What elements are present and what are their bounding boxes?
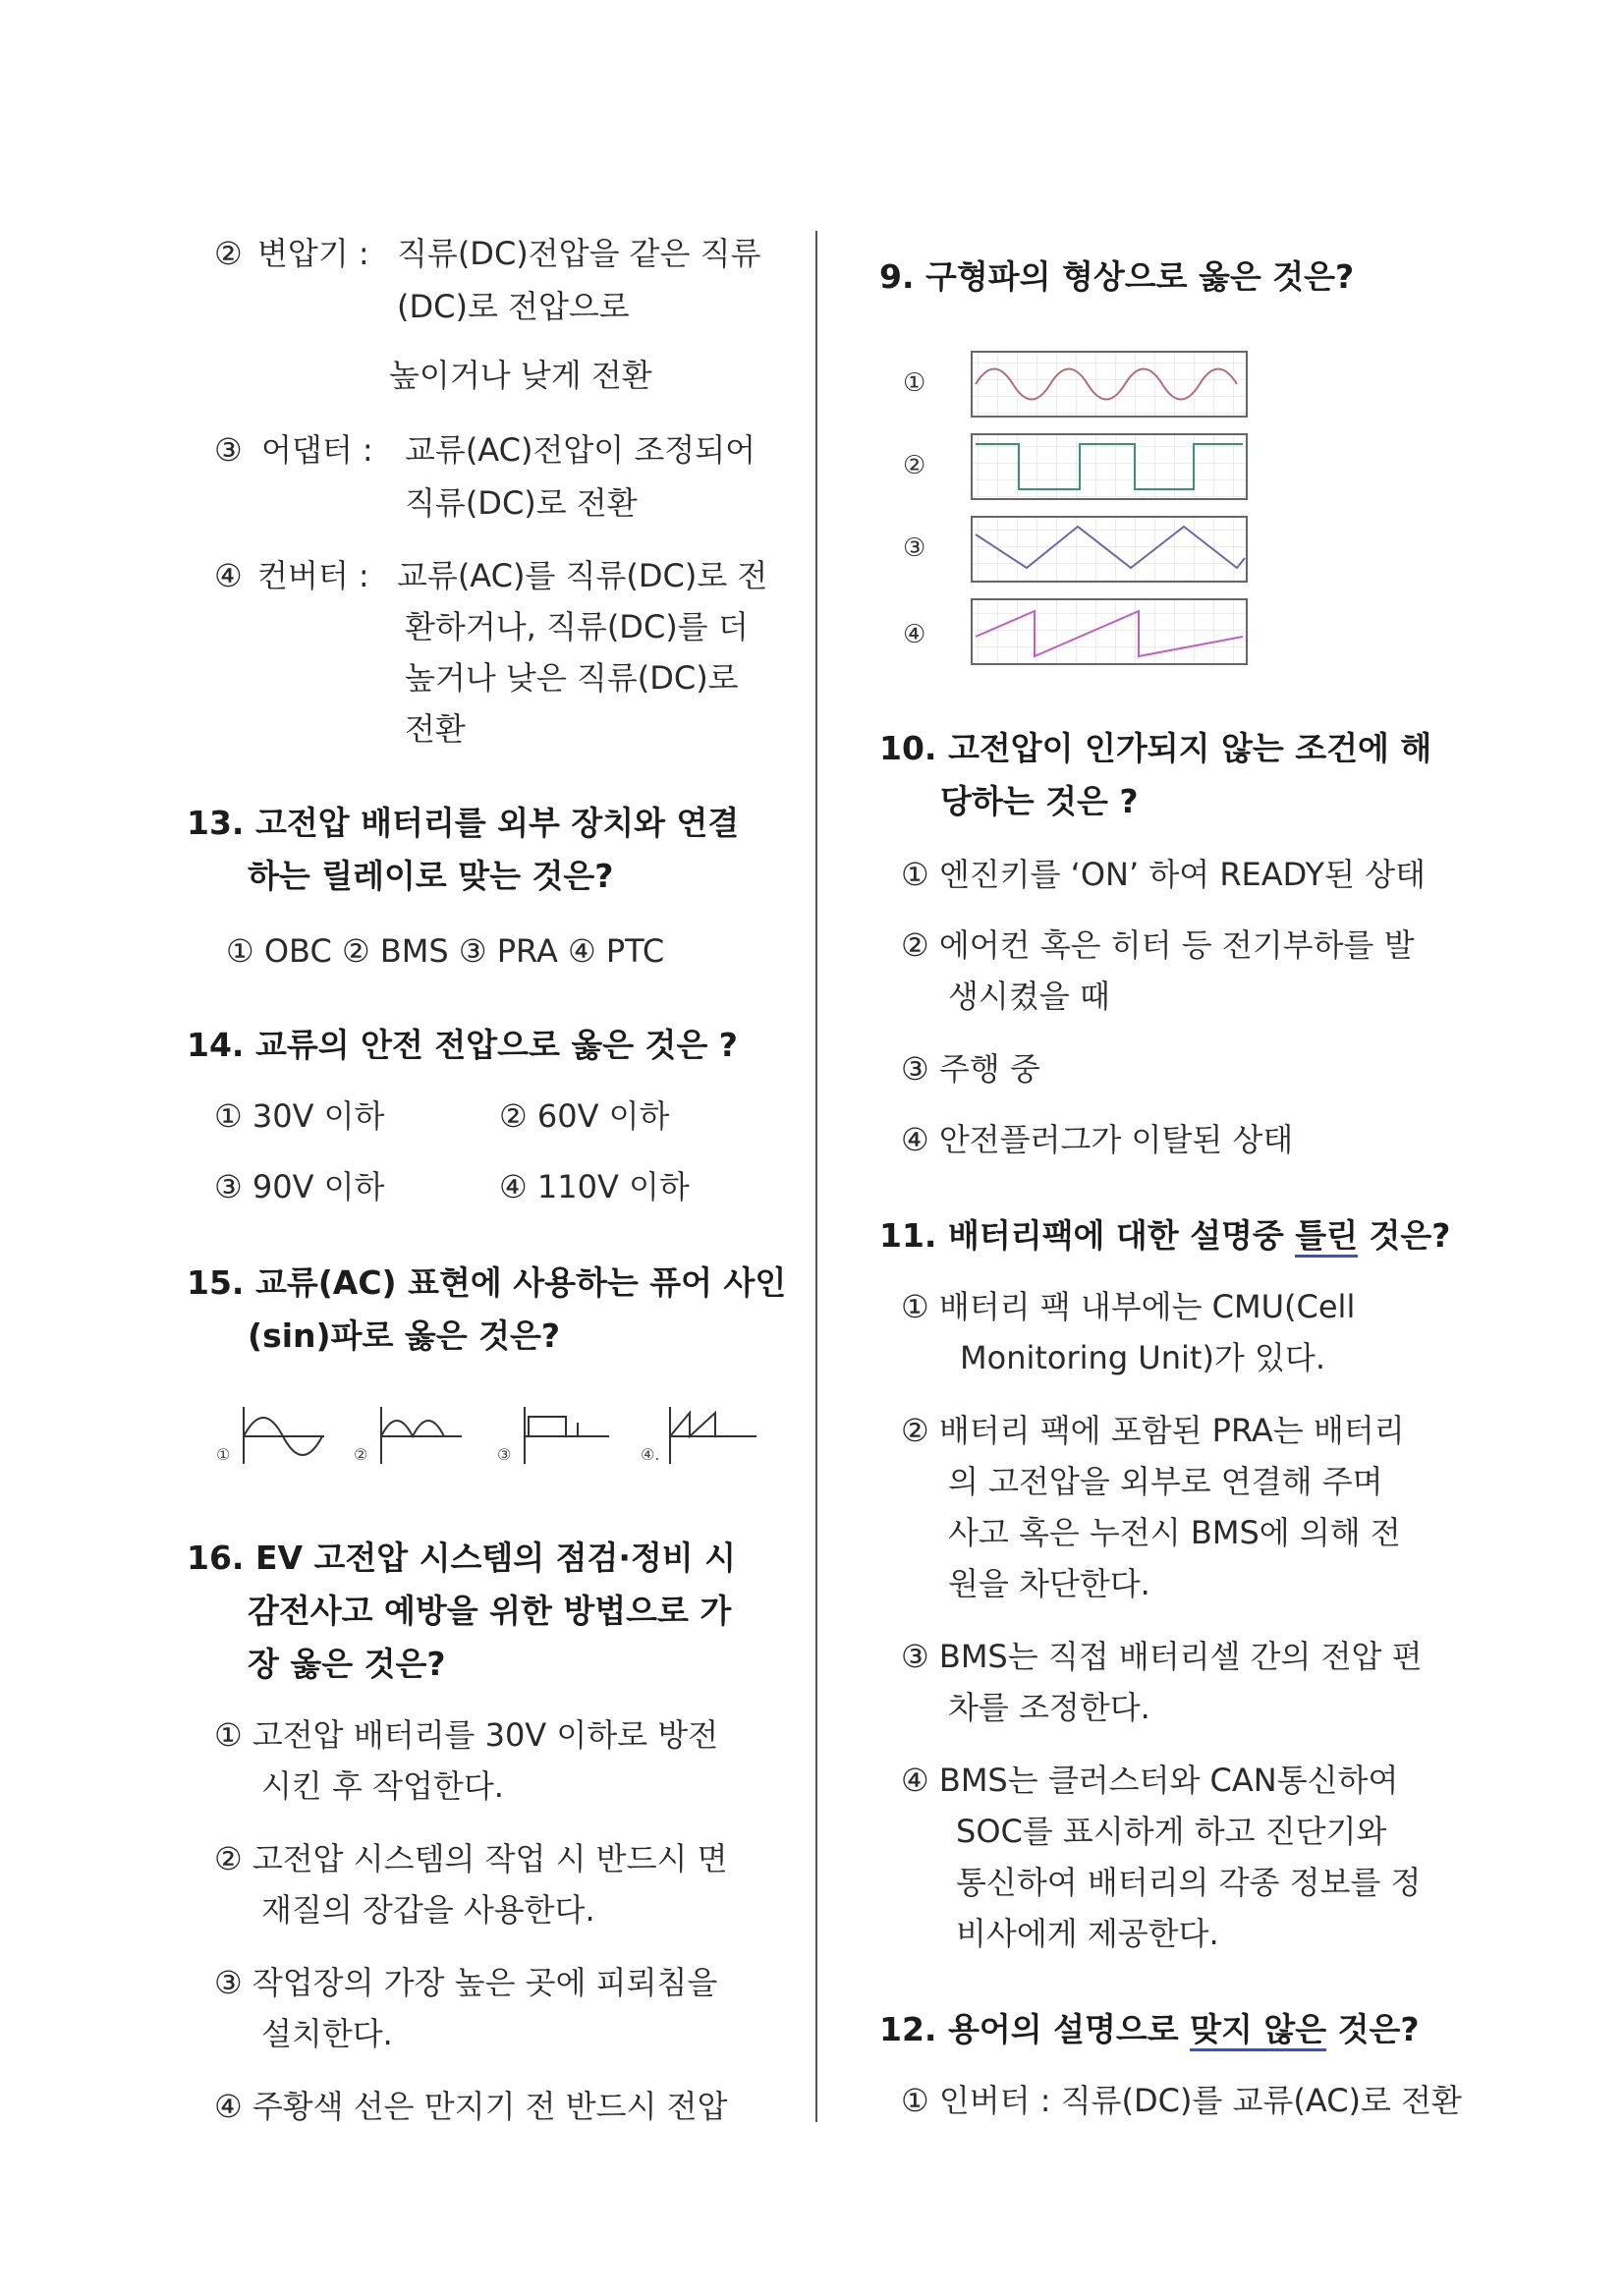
q12-title-underlined: 맞지 않은: [1190, 2010, 1326, 2051]
option-2-term: 변압기 :: [257, 235, 369, 272]
option-2-num: ②: [214, 235, 243, 272]
option-2-line3: 높이거나 낮게 전환: [389, 357, 652, 394]
q9-label-2: ②: [903, 451, 926, 480]
q12-title-post: 것은?: [1326, 2010, 1420, 2048]
option-4-line4: 전환: [405, 710, 466, 748]
q11-option-2-line1: ② 배터리 팩에 포함된 PRA는 배터리: [901, 1412, 1405, 1449]
option-4-term: 컨버터 :: [257, 557, 369, 594]
q10-option-4: ④ 안전플러그가 이탈된 상태: [901, 1121, 1294, 1158]
q11-option-2-line2: 의 고전압을 외부로 연결해 주며: [948, 1463, 1383, 1500]
q15-label-3: ③: [497, 1445, 512, 1464]
q15-wave-4: [670, 1407, 756, 1464]
q14-option-1: ① 30V 이하: [214, 1097, 385, 1135]
option-4-num: ④: [214, 557, 243, 594]
q11-title: [879, 1216, 1450, 1256]
q10-option-2-line1: ② 에어컨 혹은 히터 등 전기부하를 발: [901, 926, 1415, 964]
q11-option-2-line4: 원을 차단한다.: [948, 1565, 1150, 1602]
q15-title-line2: (sin)파로 옳은 것은?: [248, 1316, 560, 1355]
q10-option-1: ① 엔진키를 ‘ON’ 하여 READY된 상태: [901, 856, 1427, 893]
q15-wave-2: [381, 1407, 462, 1464]
q16-option-2-line2: 재질의 장갑을 사용한다.: [261, 1891, 595, 1929]
option-4-line1: 교류(AC)를 직류(DC)로 전: [397, 557, 768, 594]
q11-title-post: 것은?: [1357, 1216, 1451, 1255]
q16-option-3-line1: ③ 작업장의 가장 높은 곳에 피뢰침을: [214, 1964, 718, 2001]
q11-option-1-line1: ① 배터리 팩 내부에는 CMU(Cell: [901, 1288, 1356, 1325]
q15-wave-1: [244, 1407, 324, 1464]
q16-title-line1: 16. EV 고전압 시스템의 점검·정비 시: [187, 1539, 737, 1577]
q9-wave-options: [899, 346, 1253, 680]
q15-wave-options: [216, 1395, 776, 1474]
q11-option-4-line1: ④ BMS는 클러스터와 CAN통신하여: [901, 1762, 1399, 1799]
q16-option-4-line1: ④ 주황색 선은 만지기 전 반드시 전압: [214, 2088, 728, 2125]
q11-option-4-line2: SOC를 표시하게 하고 진단기와: [956, 1813, 1387, 1850]
q15-title-line1: 15. 교류(AC) 표현에 사용하는 퓨어 사인: [187, 1263, 787, 1302]
q15-label-4: ④.: [641, 1445, 660, 1464]
q11-title-pre: 11. 배터리팩에 대한 설명중: [879, 1216, 1296, 1255]
q14-option-2: ② 60V 이하: [499, 1097, 670, 1135]
q16-title-line2: 감전사고 예방을 위한 방법으로 가: [248, 1592, 732, 1630]
q9-label-4: ④: [903, 620, 926, 649]
q12-option-1: ① 인버터 : 직류(DC)를 교류(AC)로 전환: [901, 2082, 1462, 2119]
q10-title-line2: 당하는 것은 ?: [940, 782, 1139, 820]
q9-wave-1-sine: [972, 352, 1247, 417]
column-divider: [815, 231, 817, 2122]
q12-title: [879, 2010, 1419, 2049]
q10-option-2-line2: 생시켰을 때: [948, 978, 1110, 1015]
q15-wave-3: [525, 1407, 609, 1464]
option-2-line1: 직류(DC)전압을 같은 직류: [397, 235, 761, 272]
q16-option-2-line1: ② 고전압 시스템의 작업 시 반드시 면: [214, 1840, 728, 1877]
q14-option-3: ③ 90V 이하: [214, 1168, 385, 1205]
q16-option-3-line2: 설치한다.: [261, 2015, 393, 2052]
q9-label-3: ③: [903, 533, 926, 563]
q15-label-2: ②: [354, 1445, 368, 1464]
q16-option-1-line2: 시킨 후 작업한다.: [261, 1767, 504, 1805]
q10-title-line1: 10. 고전압이 인가되지 않는 조건에 해: [879, 729, 1432, 767]
q9-title: 9. 구형파의 형상으로 옳은 것은?: [879, 257, 1355, 296]
option-3-line2: 직류(DC)로 전환: [405, 484, 638, 522]
q10-option-3: ③ 주행 중: [901, 1050, 1040, 1088]
q11-option-3-line2: 차를 조정한다.: [948, 1689, 1150, 1726]
q11-option-2-line3: 사고 혹은 누전시 BMS에 의해 전: [948, 1514, 1401, 1551]
q11-option-4-line3: 통신하여 배터리의 각종 정보를 정: [956, 1864, 1422, 1901]
q9-wave-4-sawtooth: [972, 599, 1247, 664]
q14-option-4: ④ 110V 이하: [499, 1168, 690, 1205]
q11-option-1-line2: Monitoring Unit)가 있다.: [960, 1339, 1326, 1376]
option-3-num: ③: [214, 431, 243, 469]
option-2-line2: (DC)로 전압으로: [397, 288, 630, 325]
option-3-line1: 교류(AC)전압이 조정되어: [405, 431, 756, 469]
q16-option-1-line1: ① 고전압 배터리를 30V 이하로 방전: [214, 1716, 719, 1754]
q13-options: ① OBC ② BMS ③ PRA ④ PTC: [226, 932, 665, 970]
q14-title: 14. 교류의 안전 전압으로 옳은 것은 ?: [187, 1026, 738, 1064]
q11-title-underlined: 틀린: [1295, 1216, 1358, 1258]
q16-title-line3: 장 옳은 것은?: [248, 1645, 446, 1683]
q12-title-pre: 12. 용어의 설명으로: [879, 2010, 1191, 2048]
q15-label-1: ①: [216, 1445, 231, 1464]
q9-wave-3-triangle: [972, 517, 1247, 582]
option-4-line3: 높거나 낮은 직류(DC)로: [405, 659, 739, 697]
q9-label-1: ①: [903, 368, 926, 398]
q9-wave-2-square: [972, 434, 1247, 499]
q11-option-3-line1: ③ BMS는 직접 배터리셀 간의 전압 편: [901, 1638, 1423, 1675]
q13-title-line2: 하는 릴레이로 맞는 것은?: [248, 857, 614, 895]
q11-option-4-line4: 비사에게 제공한다.: [956, 1915, 1219, 1952]
option-4-line2: 환하거나, 직류(DC)를 더: [405, 608, 749, 645]
option-3-term: 어댑터 :: [261, 431, 373, 469]
q13-title-line1: 13. 고전압 배터리를 외부 장치와 연결: [187, 804, 740, 842]
